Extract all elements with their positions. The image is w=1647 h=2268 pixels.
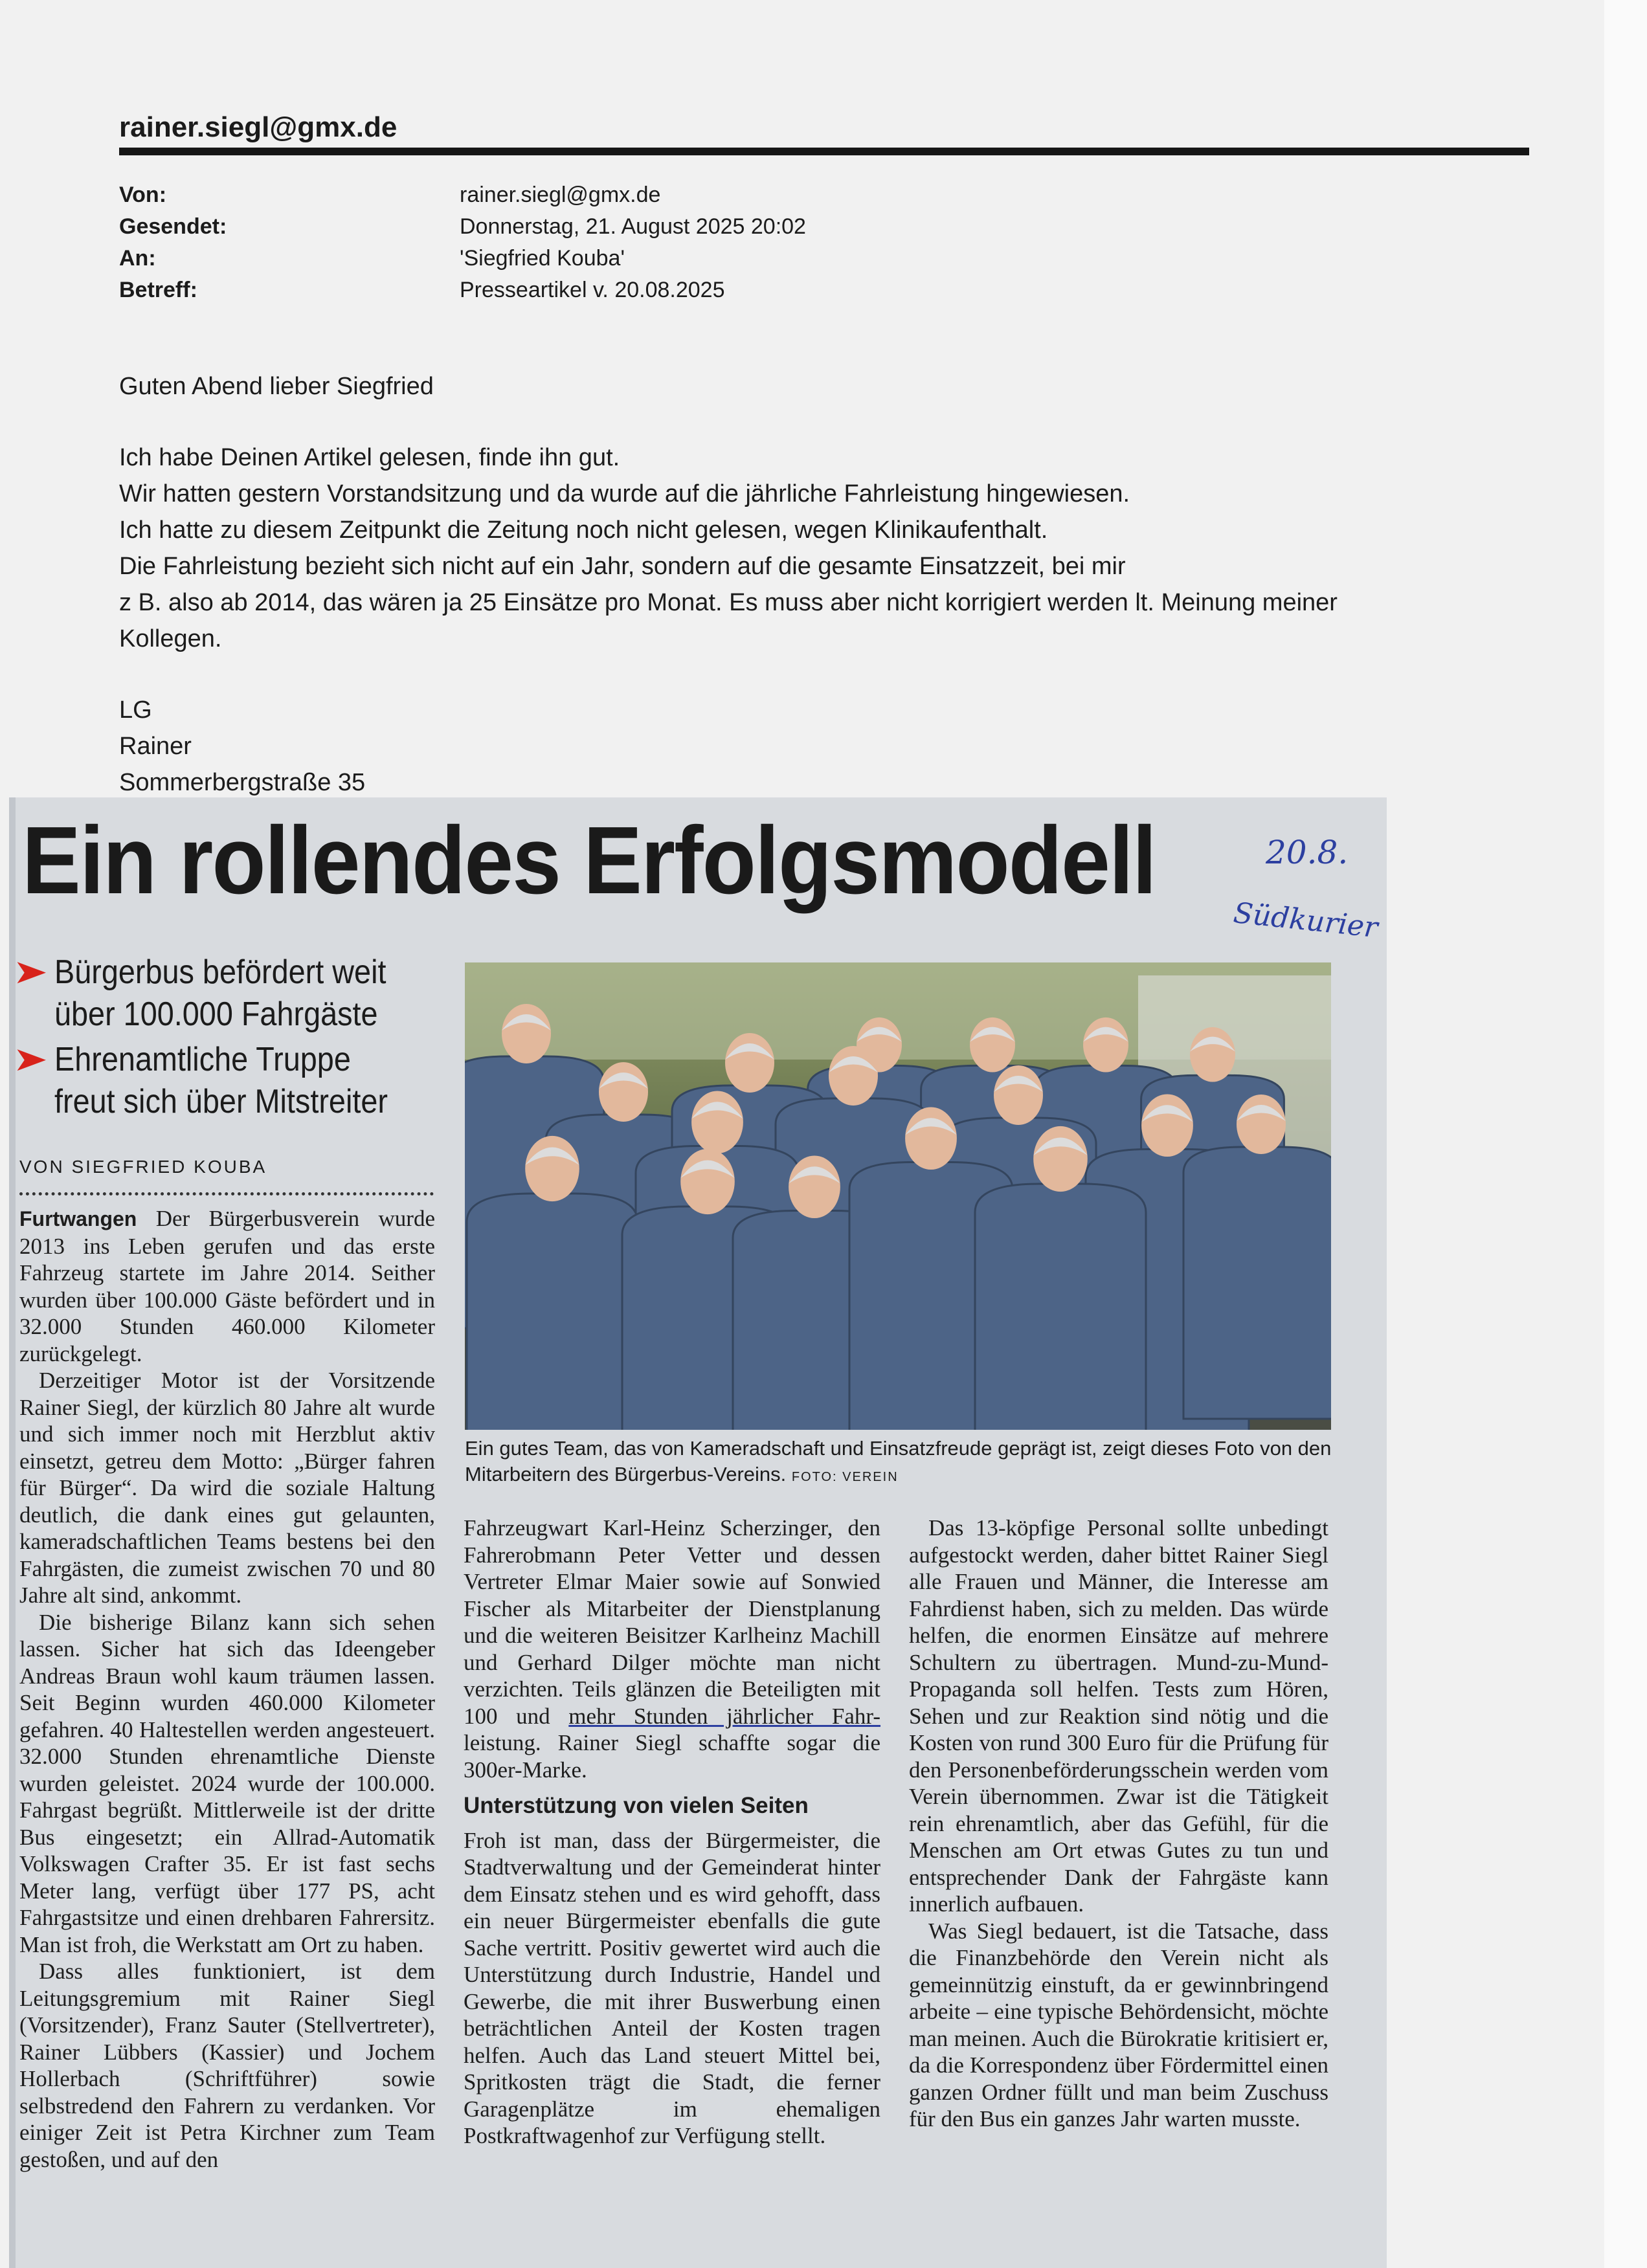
- paragraph: Dass alles funktioniert, ist dem Leitungsgremium mit Rainer Siegl (Vorsitzender), Franz Sauter (Stellvertreter), Rainer Lübbers (Kassier) und Jochem Hollerbach (Schriftführer) sowie selbstredend den Fahrern zu verdanken. Vor einiger Zeit ist Petra Kirchner zum Team gestoßen, und auf den: [19, 1959, 435, 2172]
- handwritten-underline: mehr Stunden jährlicher Fahr-: [568, 1703, 881, 1729]
- team-photo: [465, 962, 1331, 1430]
- person-head: [970, 1017, 1015, 1073]
- person-shirt: [467, 1194, 638, 1430]
- handwritten-date: 20.8.: [1266, 834, 1349, 871]
- header-value-sent: Donnerstag, 21. August 2025 20:02: [460, 214, 806, 239]
- person-head: [502, 1004, 551, 1063]
- person-head: [1190, 1027, 1235, 1082]
- person-head: [1083, 1017, 1128, 1073]
- person-shirt: [975, 1184, 1146, 1430]
- email-body-line: Kollegen.: [119, 625, 222, 652]
- subhead-line: ➤ Ehrenamtliche Truppe: [12, 1041, 351, 1078]
- header-label-to: An:: [119, 246, 156, 271]
- person-head: [691, 1091, 743, 1153]
- header-label-from: Von:: [119, 183, 167, 207]
- header-value-to: 'Siegfried Kouba': [460, 246, 625, 271]
- person-head: [994, 1065, 1043, 1125]
- email-body-line: Die Fahrleistung bezieht sich nicht auf ein Jahr, sondern auf die gesamte Einsatzzeit, bei mir: [119, 553, 1126, 580]
- photo-caption: Ein gutes Team, das von Kameradschaft und Einsatzfreude geprägt ist, zeigt dieses Foto von den Mitarbeitern des Bürgerbus-Vereins. FOTO: VEREIN: [465, 1437, 1332, 1485]
- email-body-line: Ich hatte zu diesem Zeitpunkt die Zeitung noch nicht gelesen, wegen Klinikaufenthalt.: [119, 517, 1048, 544]
- paragraph: Froh ist man, dass der Bürgermeister, die Stadtverwaltung und der Gemeinderat hinter dem Einsatz stehen und es wird gehofft, dass ein neuer Bürgermeister ebenfalls die gute Sache vertritt. Positiv gewertet wird auch die Unterstützung durch Industrie, Handel und Gewerbe, die mit ihrer Buswerbung einen beträchtlichen Anteil der Kosten tragen helfen. Auch das Land steuert Mittel bei, Spritkosten trägt die Stadt, die ferner Garagenplätze im ehemaligen Postkraftwagenhof zur Verfügung stellt.: [464, 1827, 880, 2148]
- paragraph: Fahrzeugwart Karl-Heinz Scherzinger, den Fahrerobmann Peter Vetter und dessen Vertreter Elmar Maier sowie auf Sonwied Fischer als Mitarbeiter der Dienstplanung und die weiteren Beisitzer Karlheinz Machill und Gerhard Dilger möchte man nicht verzichten. Teils glänzen die Beteiligten mit 100 und mehr Stunden jährlicher Fahr-leistung. Rainer Siegl schaffte sogar die 300er-Marke.: [464, 1515, 881, 1783]
- email-account: rainer.siegl@gmx.de: [119, 111, 398, 143]
- section-heading: Unterstützung von vielen Seiten: [464, 1793, 809, 1818]
- person-head: [1033, 1126, 1088, 1192]
- email-body-line: Wir hatten gestern Vorstandsitzung und da wurde auf die jährliche Fahrleistung hingewiesen.: [119, 480, 1130, 507]
- subhead-line: freut sich über Mitstreiter: [54, 1083, 388, 1120]
- article-column-3: [909, 1515, 1328, 2133]
- email-sender-address: Sommerbergstraße 35: [119, 769, 366, 796]
- dotted-rule: [19, 1192, 434, 1195]
- person-head: [680, 1149, 735, 1214]
- email-greeting: Guten Abend lieber Siegfried: [119, 373, 434, 400]
- handwritten-source: Südkurier: [1231, 896, 1380, 945]
- paragraph: Furtwangen Der Bürgerbusverein wurde 2013 ins Leben gerufen und das erste Fahrzeug startete im Jahre 2014. Seither wurden über 100.000 Gäste befördert und in 32.000 Stunden 460.000 Kilometer zurückgelegt.: [19, 1206, 436, 1366]
- email-sender-name: Rainer: [119, 733, 192, 760]
- email-body-line: Ich habe Deinen Artikel gelesen, finde ihn gut.: [119, 444, 620, 471]
- subhead-line: über 100.000 Fahrgäste: [54, 995, 378, 1033]
- red-arrow-icon: ➤: [12, 1041, 49, 1078]
- header-label-sent: Gesendet:: [119, 214, 227, 239]
- paragraph: Die bisherige Bilanz kann sich sehen lassen. Sicher hat sich das Ideengeber Andreas Braun wohl kaum träumen lassen. Seit Beginn wurden 460.000 Kilometer gefahren. 40 Haltestellen werden angesteuert. 32.000 Stunden ehrenamtliche Dienste wurden geleistet. 2024 wurde der 100.000. Fahrgast begrüßt. Mittlerweile ist der dritte Bus eingesetzt; ein Allrad-Automatik Volkswagen Crafter 35. Er ist fast sechs Meter lang, verfügt über 177 PS, acht Fahrgastsitze und einen drehbaren Fahrersitz. Man ist froh, die Werkstatt am Ort zu haben.: [19, 1609, 435, 1957]
- person-head: [599, 1062, 648, 1122]
- team-photo-illustration: [465, 962, 1331, 1430]
- header-label-subject: Betreff:: [119, 278, 197, 302]
- email-printout: [0, 0, 1604, 799]
- person-shirt: [1183, 1147, 1331, 1419]
- article-column-1: [19, 1205, 435, 2173]
- article-headline: Ein rollendes Erfolgsmodell: [22, 807, 1156, 914]
- photo-credit: FOTO: VEREIN: [791, 1470, 899, 1484]
- paragraph: Was Siegl bedauert, ist die Tatsache, dass die Finanzbehörde den Verein nicht als gemeinnützig einstuft, da er gewinnbringend arbeite – eine typische Behördensicht, möchte man meinen. Auch die Bürokratie kritisiert er, da die Korrespondenz über Fördermittel einen ganzen Ordner füllt und man beim Zuschuss für den Bus ein ganzes Jahr warten musste.: [909, 1918, 1328, 2131]
- email-signoff: LG: [119, 696, 152, 724]
- scan-edge: [1604, 0, 1647, 2268]
- person-head: [829, 1046, 878, 1106]
- red-arrow-icon: ➤: [12, 953, 49, 991]
- paragraph: Derzeitiger Motor ist der Vorsitzende Rainer Siegl, der kürzlich 80 Jahre alt wurde und sich immer noch mit Herzblut aktiv einsetzt, getreu dem Motto: „Bürger fahren für Bürger“. Da wird die soziale Haltung deutlich, die dank eines gut gelaunten, kameradschaftlichen Teams bestens bei den Fahrgästen, die zumeist zwischen 70 und 80 Jahre alt sind, ankommt.: [19, 1368, 435, 1608]
- article-dateline: Furtwangen: [19, 1207, 137, 1230]
- article-column-2: [464, 1515, 880, 2150]
- header-value-from: rainer.siegl@gmx.de: [460, 183, 661, 207]
- clipping-edge-shadow: [9, 797, 16, 2268]
- subhead-line: ➤ Bürgerbus befördert weit: [12, 953, 387, 991]
- paragraph: Das 13-köpfige Personal sollte unbedingt aufgestockt werden, daher bittet Rainer Siegl alle Frauen und Männer, die Interesse am Fahrdienst haben, sich zu melden. Das würde helfen, die enormen Einsätze auf mehrere Schultern zu übertragen. Mund-zu-Mund-Propaganda soll helfen. Tests zum Hören, Sehen und zur Reaktion sind nötig und die Kosten von rund 300 Euro für die Prüfung für den Personenbeförderungsschein werden vom Verein übernommen. Zwar ist die Tätigkeit rein ehrenamtlich, aber das Gefühl, für die Menschen am Ort etwas Gutes zu tun und entsprechender Dank der Fahrgäste kann innerlich aufbauen.: [909, 1515, 1328, 1917]
- header-value-subject: Presseartikel v. 20.08.2025: [460, 278, 725, 302]
- person-head: [1141, 1094, 1193, 1157]
- person-head: [725, 1033, 774, 1093]
- article-byline: VON SIEGFRIED KOUBA: [19, 1157, 267, 1177]
- header-rule: [119, 148, 1529, 155]
- person-head: [1237, 1095, 1286, 1154]
- person-head: [905, 1107, 957, 1170]
- person-head: [789, 1155, 840, 1218]
- person-head: [525, 1136, 579, 1201]
- email-body-line: z B. also ab 2014, das wären ja 25 Einsätze pro Monat. Es muss aber nicht korrigiert werden lt. Meinung meiner: [119, 589, 1338, 616]
